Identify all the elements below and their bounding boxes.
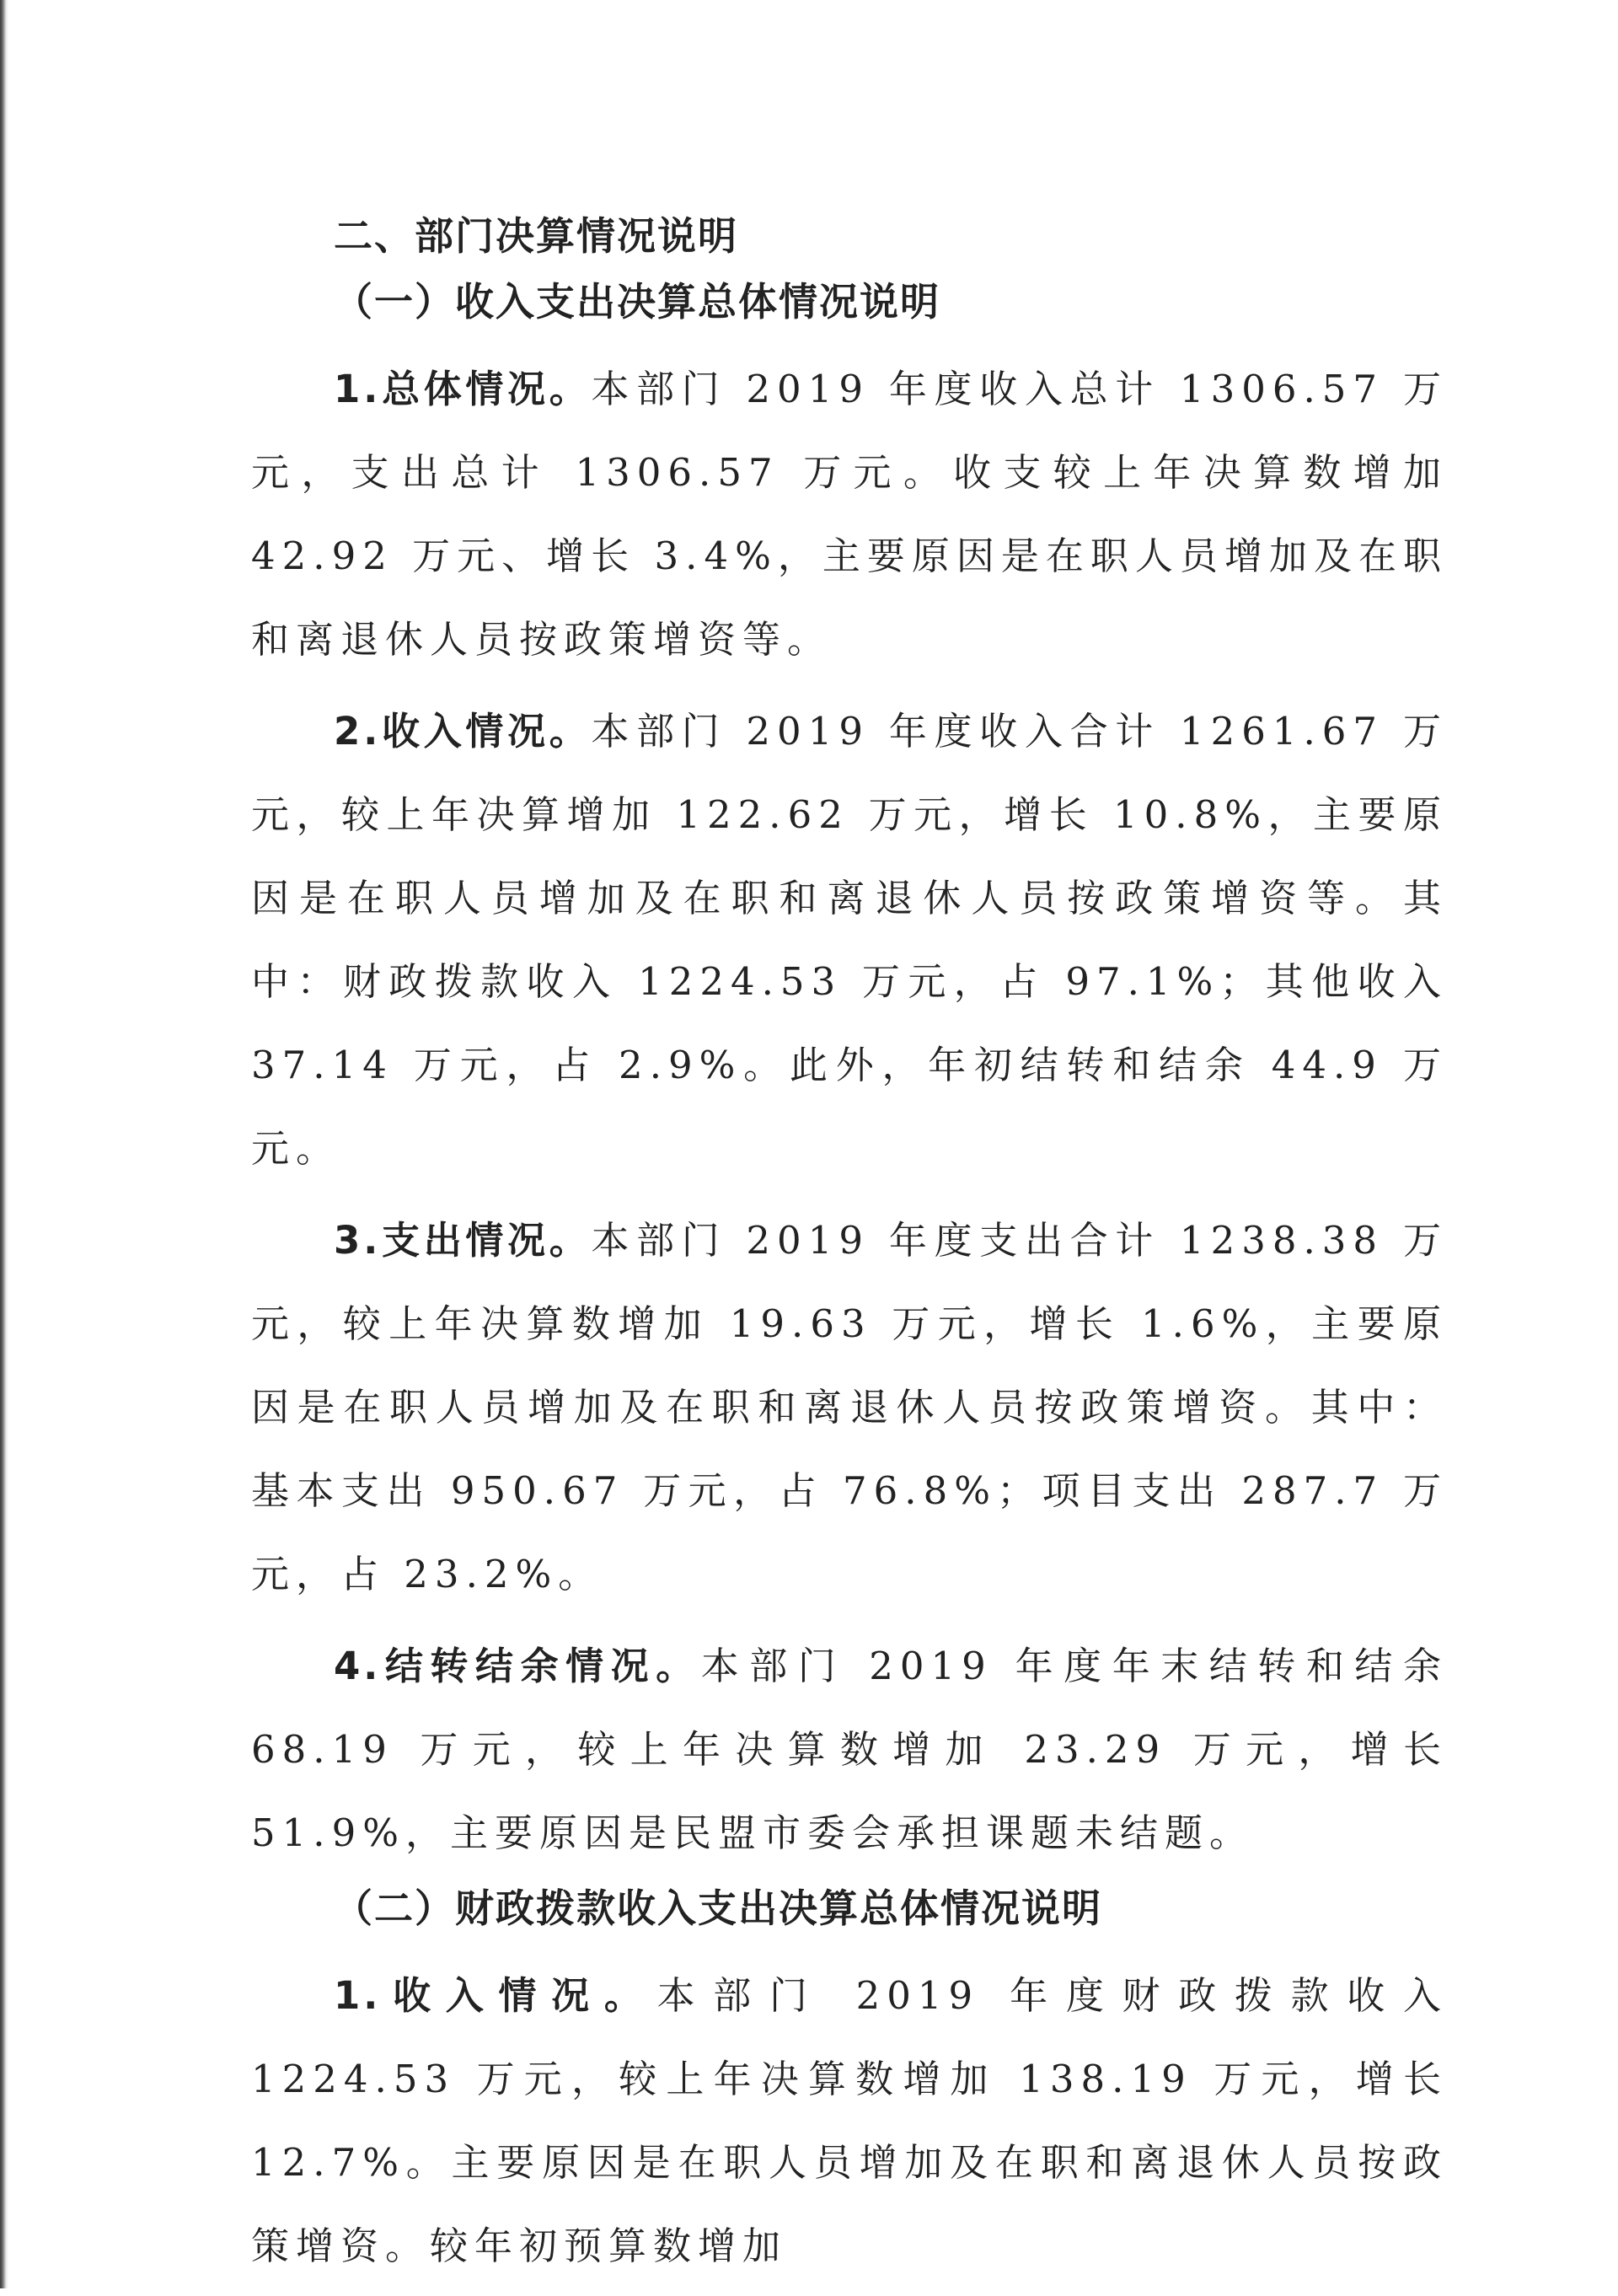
section-heading: 二、部门决算情况说明 (334, 213, 738, 259)
paragraph-text: 本部门 2019 年度年末结转和结余 68.19 万元，较上年决算数增加 23.29 万元，增长 51.9%，主要原因是民盟市委会承担课题未结题。 (251, 1644, 1448, 1855)
subsection-1-title: （一）收入支出决算总体情况说明 (334, 279, 940, 325)
paragraph-lead: 1.总体情况。 (334, 367, 592, 411)
paragraph-income (251, 689, 1448, 1190)
paragraph-text: 本部门 2019 年度财政拨款收入 1224.53 万元，较上年决算数增加 138.19 万元，增长 12.7%。主要原因是在职人员增加及在职和离退休人员按政策增资。较年初预算数增加 (251, 1973, 1448, 2268)
paragraph-text: 本部门 2019 年度收入合计 1261.67 万元，较上年决算增加 122.62 万元，增长 10.8%，主要原因是在职人员增加及在职和离退休人员按政策增资等。其中：财政拨款收入 1224.53 万元，占 97.1%；其他收入 37.14 万元，占 2.9%。此外，年初结转和结余 44.9 万元。 (251, 709, 1448, 1171)
document-body (251, 211, 1448, 2296)
scan-edge-shadow (0, 0, 8, 2288)
paragraph-expenditure (251, 1199, 1448, 1616)
paragraph-lead: 4.结转结余情况。 (334, 1644, 701, 1688)
paragraph-lead: 1.收入情况。 (334, 1973, 657, 2018)
paragraph-balance (251, 1624, 1448, 1875)
paragraph-text: 本部门 2019 年度支出合计 1238.38 万元，较上年决算数增加 19.63 万元，增长 1.6%，主要原因是在职人员增加及在职和离退休人员按政策增资。其中：基本支出 950.67 万元，占 76.8%；项目支出 287.7 万元，占 23.2%。 (251, 1218, 1448, 1596)
paragraph-overall (251, 347, 1448, 681)
paragraph-lead: 2.收入情况。 (334, 709, 592, 754)
subsection-2-title: （二）财政拨款收入支出决算总体情况说明 (334, 1886, 1102, 1931)
paragraph-lead: 3.支出情况。 (334, 1218, 592, 1263)
paragraph-text: 本部门 2019 年度收入总计 1306.57 万元，支出总计 1306.57 万元。收支较上年决算数增加 42.92 万元、增长 3.4%，主要原因是在职人员增加及在职和离退休人员按政策增资等。 (251, 367, 1448, 662)
paragraph-fiscal-income (251, 1954, 1448, 2288)
